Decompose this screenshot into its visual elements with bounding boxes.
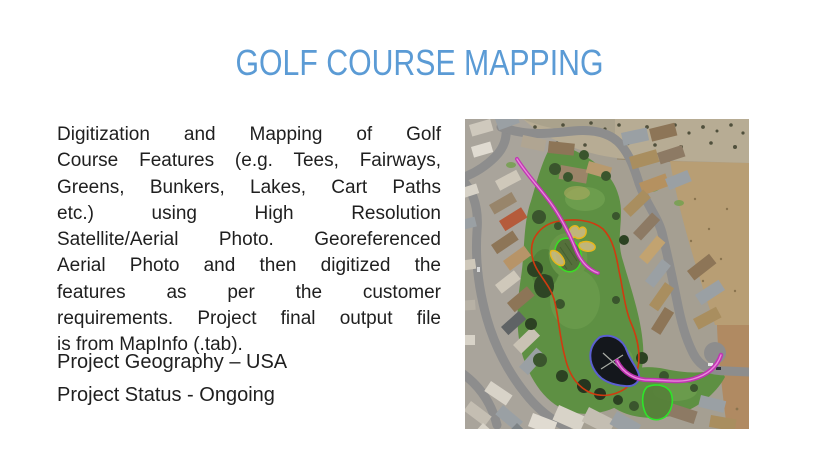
slide-title: GOLF COURSE MAPPING xyxy=(235,42,604,83)
aerial-photo-svg xyxy=(465,119,749,429)
description-line: Satellite/Aerial Photo. Georeferenced xyxy=(57,229,441,251)
description-line: features as per the customer xyxy=(57,281,441,303)
description-line: Greens, Bunkers, Lakes, Cart Paths xyxy=(57,176,441,198)
golf-course-aerial-photo xyxy=(465,119,749,429)
tee-outline-overlay xyxy=(643,385,673,420)
dry-grass-patch xyxy=(564,186,590,200)
project-geography: Project Geography – USA xyxy=(57,351,288,373)
bunker-right xyxy=(579,242,595,252)
description-line: Course Features (e.g. Tees, Fairways, xyxy=(57,150,441,172)
project-description xyxy=(57,122,441,359)
project-status: Project Status - Ongoing xyxy=(57,384,275,406)
description-line: etc.) using High Resolution xyxy=(57,202,441,224)
description-line: Aerial Photo and then digitized the xyxy=(57,255,441,277)
cul-de-sac xyxy=(704,342,726,364)
description-line: Digitization and Mapping of Golf xyxy=(57,124,441,145)
description-line: is from MapInfo (.tab). xyxy=(57,334,243,356)
description-line: requirements. Project final output file xyxy=(57,308,441,330)
